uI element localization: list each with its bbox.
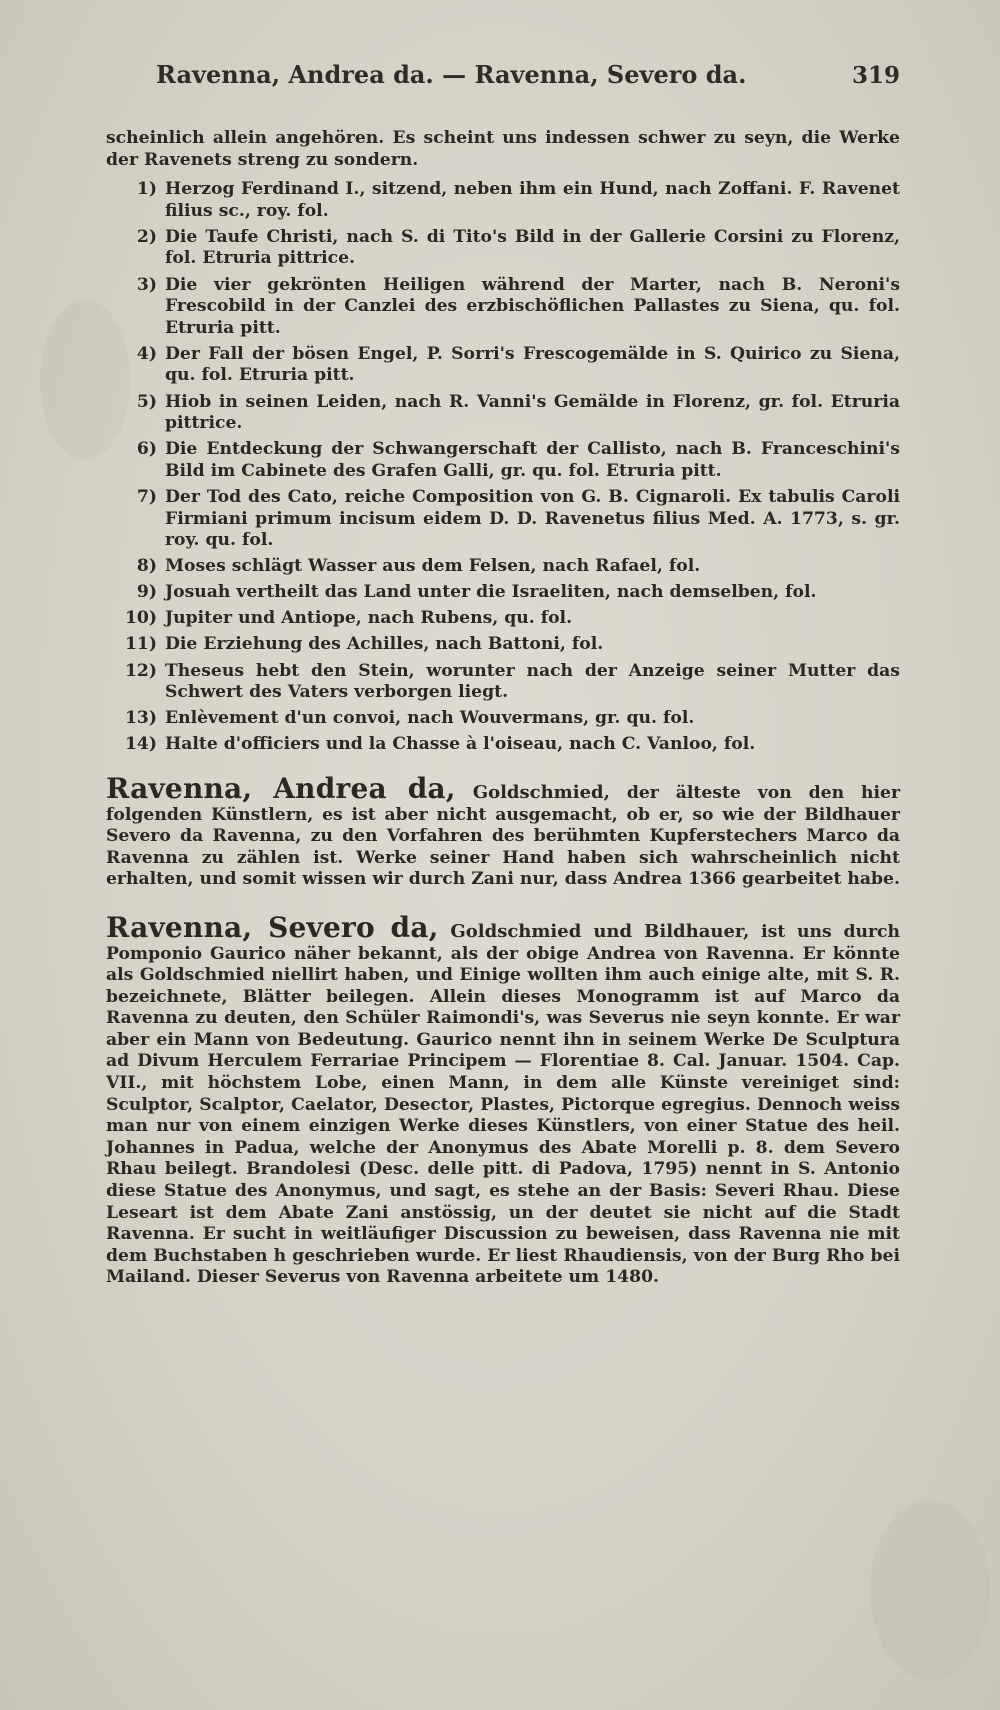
item-text: Hiob in seinen Leiden, nach R. Vanni's Gemälde in Florenz, gr. fol. Etruria pittrice.	[165, 391, 900, 434]
item-text: Moses schlägt Wasser aus dem Felsen, nach Rafael, fol.	[165, 556, 701, 577]
list-item	[106, 582, 900, 604]
item-number: 4)	[136, 343, 157, 364]
list-item	[106, 556, 900, 578]
paper-stain	[870, 1500, 990, 1680]
item-text: Die Erziehung des Achilles, nach Battoni, fol.	[165, 634, 604, 655]
list-item	[106, 661, 900, 704]
list-item	[106, 708, 900, 730]
item-text: Herzog Ferdinand I., sitzend, neben ihm ein Hund, nach Zoffani. F. Ravenet filius sc., roy. fol.	[165, 179, 900, 221]
item-text: Der Tod des Cato, reiche Composition von G. B. Cignaroli. Ex tabulis Caroli Firmiani primum incisum eidem D. D. Ravenetus filius Med. A. 1773, s. gr. roy. qu. fol.	[165, 486, 900, 551]
list-item	[106, 487, 900, 552]
item-text: Enlèvement d'un convoi, nach Wouvermans, gr. qu. fol.	[165, 708, 695, 729]
entry-title: Ravenna, Severo da,	[106, 910, 439, 944]
item-number: 1)	[136, 179, 157, 200]
item-text: Der Fall der bösen Engel, P. Sorri's Frescogemälde in S. Quirico zu Siena, qu. fol. Etruria pitt.	[165, 343, 900, 386]
entry-title: Ravenna, Andrea da,	[106, 771, 456, 805]
list-item	[106, 344, 900, 387]
entry-andrea	[106, 771, 901, 891]
item-text: Jupiter und Antiope, nach Rubens, qu. fol.	[165, 608, 573, 629]
list-item	[106, 392, 900, 435]
item-number: 8)	[136, 556, 157, 577]
entry-body: der älteste von den hier folgenden Künstlern, es ist aber nicht ausgemacht, ob er, so wie der Bildhauer Severo da Ravenna, zu den Vorfahren des berühmten Kupferstechers Marco da Ravenna zu zählen ist. Werke seiner Hand haben sich wahrscheinlich nicht erhalten, und somit wissen wir durch Zani nur, dass Andrea 1366 gearbeitet habe.	[106, 782, 901, 890]
entry-lead: Goldschmied und Bildhauer,	[450, 920, 750, 942]
item-number: 13)	[124, 708, 157, 729]
item-number: 7)	[136, 486, 157, 507]
item-number: 3)	[136, 274, 157, 295]
item-text: Halte d'officiers und la Chasse à l'oiseau, nach C. Vanloo, fol.	[165, 734, 756, 755]
running-title: Ravenna, Andrea da. — Ravenna, Severo da.	[156, 60, 747, 89]
page-number: 319	[851, 62, 900, 89]
item-text: Die Taufe Christi, nach S. di Tito's Bild in der Gallerie Corsini zu Florenz, fol. Etruria pittrice.	[165, 226, 900, 269]
list-item	[106, 439, 900, 482]
item-text: Die vier gekrönten Heiligen während der Marter, nach B. Neroni's Frescobild in der Canzlei des erzbischöflichen Pallastes zu Siena, qu. fol. Etruria pitt.	[165, 274, 900, 338]
entry-severo	[106, 910, 900, 1289]
item-text: Theseus hebt den Stein, worunter nach der Anzeige seiner Mutter das Schwert des Vaters verborgen liegt.	[165, 660, 900, 703]
list-item	[106, 734, 900, 756]
list-item	[106, 275, 900, 340]
running-header	[156, 60, 900, 104]
item-number: 10)	[124, 608, 157, 629]
intro-paragraph: scheinlich allein angehören. Es scheint uns indessen schwer zu seyn, die Werke der Ravenets streng zu sondern.	[106, 128, 900, 170]
list-item	[106, 608, 900, 630]
entry-body: ist uns durch Pomponio Gaurico näher bekannt, als der obige Andrea von Ravenna. Er könnte als Goldschmied niellirt haben, und Einige wollten ihm auch einige alte, mit S. R. bezeichnete, Blätter beilegen. Allein dieses Monogramm ist auf Marco da Ravenna zu deuten, den Schüler Raimondi's, was Severus nie seyn konnte. Er war aber ein Mann von Bedeutung. Gaurico nennt ihn in seinem Werke De Sculptura ad Divum Herculem Ferrariae Principem — Florentiae 8. Cal. Januar. 1504. Cap. VII., mit höchstem Lobe, einen Mann, in dem alle Künste vereiniget sind: Sculptor, Scalptor, Caelator, Desector, Plastes, Pictorque egregius. Dennoch weiss man nur von einem einzigen Werke dieses Künstlers, von einer Statue des heil. Johannes in Padua, welche der Anonymus des Abate Morelli p. 8. dem Severo Rhau beilegt. Brandolesi (Desc. delle pitt. di Padova, 1795) nennt in S. Antonio diese Statue des Anonymus, und sagt, es stehe an der Basis: Severi Rhau. Diese Leseart ist dem Abate Zani anstössig, un der deutet sie nicht auf die Stadt Ravenna. Er sucht in weitläufiger Discussion zu beweisen, dass Ravenna nie mit dem Buchstaben h geschrieben wurde. Er liest Rhaudiensis, von der Burg Rho bei Mailand. Dieser Severus von Ravenna arbeitete um 1480.	[106, 921, 900, 1288]
item-number: 9)	[136, 582, 157, 603]
item-number: 5)	[136, 391, 157, 412]
list-item	[106, 179, 900, 222]
item-number: 6)	[136, 439, 157, 460]
item-number: 14)	[124, 734, 157, 755]
entry-lead: Goldschmied,	[472, 781, 610, 803]
list-item	[106, 634, 900, 656]
item-number: 12)	[124, 660, 157, 681]
list-item	[106, 227, 900, 270]
item-text: Josuah vertheilt das Land unter die Israeliten, nach demselben, fol.	[165, 582, 817, 603]
item-number: 2)	[136, 226, 157, 247]
item-text: Die Entdeckung der Schwangerschaft der Callisto, nach B. Franceschini's Bild im Cabinete des Grafen Galli, gr. qu. fol. Etruria pitt.	[165, 439, 900, 481]
works-list	[106, 179, 900, 756]
item-number: 11)	[124, 634, 157, 655]
